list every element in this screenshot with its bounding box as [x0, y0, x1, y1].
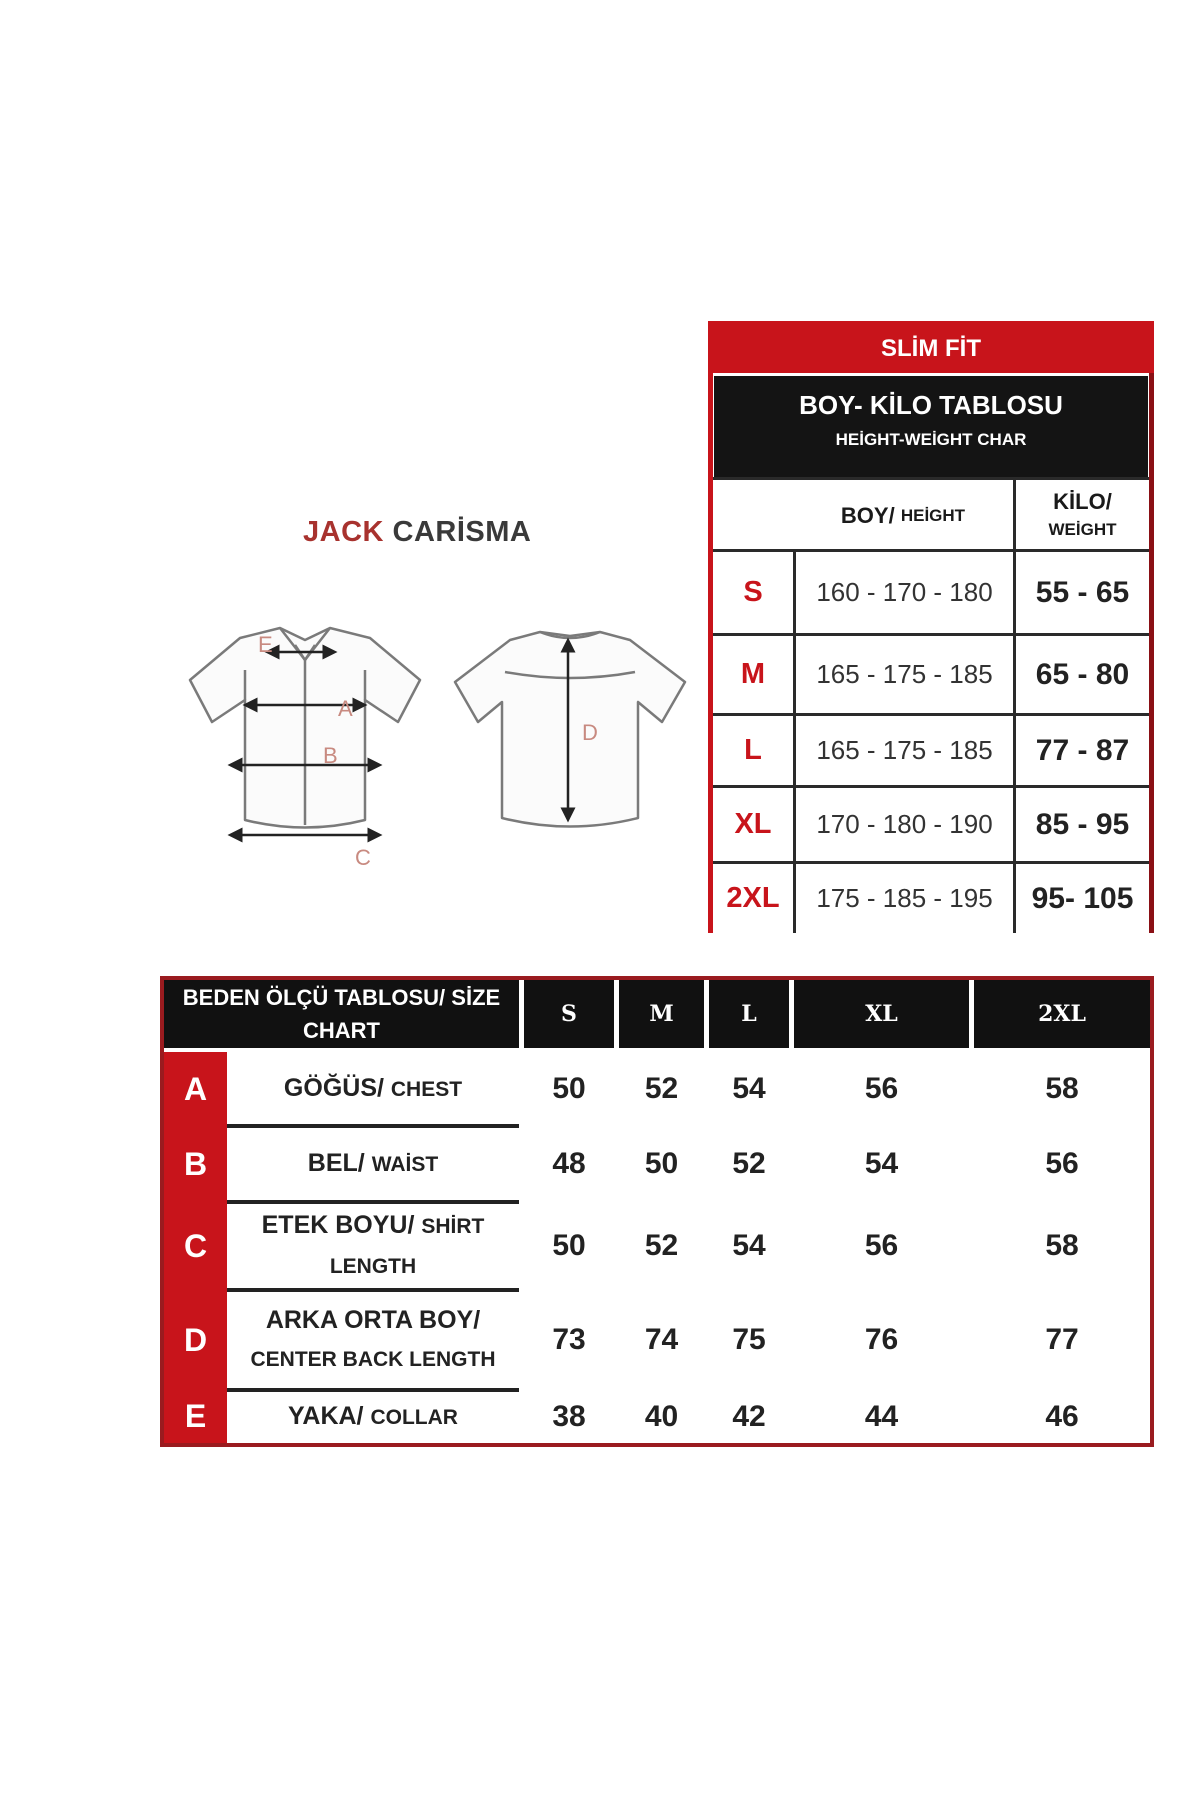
- col-weight-header: KİLO/ WEİGHT: [1048, 489, 1117, 539]
- size-value: 54: [732, 1229, 766, 1262]
- size-chart-title: BEDEN ÖLÇÜ TABLOSU/ SİZE CHART: [182, 985, 501, 1043]
- size-value: 42: [732, 1399, 766, 1433]
- size-value: 54: [732, 1072, 766, 1105]
- height-weight-header: [714, 376, 1148, 477]
- brand-part-1: JACK: [303, 516, 384, 548]
- table-row: [227, 1126, 1150, 1202]
- size-label: XL: [734, 808, 772, 840]
- size-value: 74: [644, 1323, 679, 1356]
- table-row: [227, 1052, 1150, 1126]
- size-value: 52: [644, 1072, 679, 1105]
- table-row: [227, 1202, 1150, 1290]
- size-label: M: [740, 658, 766, 690]
- size-value: 50: [552, 1229, 586, 1262]
- size-value: 75: [732, 1323, 766, 1356]
- size-label: L: [744, 734, 762, 766]
- measure-letter: C: [183, 1227, 208, 1264]
- measure-letter: D: [183, 1321, 208, 1358]
- size-value: 46: [1045, 1399, 1079, 1433]
- measure-label: ETEK BOYU/ SHİRT LENGTH: [261, 1211, 485, 1278]
- height-weight-table: [708, 321, 1154, 933]
- height-value: 160 - 170 - 180: [816, 577, 993, 607]
- size-value: 58: [1045, 1229, 1079, 1262]
- size-value: 44: [864, 1399, 899, 1433]
- height-value: 165 - 175 - 185: [816, 659, 993, 689]
- table-row: [713, 713, 1149, 785]
- size-label: 2XL: [726, 882, 780, 914]
- size-value: 56: [864, 1072, 899, 1105]
- label-d: D: [582, 720, 598, 745]
- height-value: 175 - 185 - 195: [816, 883, 993, 913]
- weight-value: 95- 105: [1031, 881, 1134, 915]
- label-b: B: [323, 743, 338, 768]
- measure-letter: A: [183, 1070, 208, 1107]
- size-value: 38: [552, 1399, 586, 1433]
- table-row: [713, 861, 1149, 933]
- size-value: 52: [644, 1229, 679, 1262]
- size-header-xl: XL: [865, 1001, 898, 1027]
- brand-part-2: CARİSMA: [392, 516, 532, 548]
- size-value: 40: [644, 1399, 679, 1433]
- weight-value: 65 - 80: [1035, 657, 1130, 691]
- size-value: 76: [864, 1323, 899, 1356]
- height-weight-subtitle: BOY- KİLO TABLOSU: [799, 390, 1063, 420]
- measure-label: GÖĞÜS/ CHEST: [283, 1074, 463, 1102]
- label-e: E: [258, 632, 273, 657]
- measure-label: BEL/ WAİST: [307, 1149, 439, 1177]
- table-row: [227, 1290, 1150, 1390]
- table-row: [713, 633, 1149, 713]
- height-value: 165 - 175 - 185: [816, 735, 993, 765]
- measure-letter: B: [183, 1145, 208, 1182]
- size-chart-header: [164, 980, 1150, 1048]
- height-value: 170 - 180 - 190: [816, 809, 993, 839]
- measure-letter-column: [164, 1052, 227, 1443]
- shirt-back-icon: [455, 632, 685, 827]
- label-c: C: [355, 845, 371, 870]
- brand-logo: [303, 516, 531, 549]
- size-value: 48: [552, 1147, 586, 1180]
- size-header-s: S: [561, 1001, 577, 1027]
- table-row: [713, 549, 1149, 633]
- measure-letter: E: [184, 1398, 207, 1434]
- height-weight-grid: [713, 477, 1149, 933]
- size-value: 50: [644, 1147, 679, 1180]
- slim-fit-title: SLİM FİT: [708, 321, 1154, 373]
- col-height-header: BOY/ HEİGHT: [840, 503, 966, 528]
- size-chart-table: [160, 976, 1154, 1447]
- size-value: 73: [552, 1323, 586, 1356]
- size-header-l: L: [741, 1001, 757, 1027]
- height-weight-column-headers: [713, 477, 1149, 549]
- size-value: 58: [1045, 1072, 1079, 1105]
- measure-label: ARKA ORTA BOY/ CENTER BACK LENGTH: [250, 1306, 496, 1371]
- size-value: 54: [864, 1147, 899, 1180]
- size-value: 56: [864, 1229, 899, 1262]
- size-value: 52: [732, 1147, 766, 1180]
- table-row: [713, 785, 1149, 861]
- weight-value: 85 - 95: [1035, 807, 1130, 841]
- measure-label: YAKA/ COLLAR: [288, 1401, 458, 1430]
- size-value: 77: [1045, 1323, 1079, 1356]
- table-row: [227, 1390, 1150, 1443]
- size-value: 50: [552, 1072, 586, 1105]
- label-a: A: [338, 696, 353, 721]
- shirt-front-icon: [190, 628, 420, 828]
- size-header-m: M: [649, 1001, 674, 1027]
- weight-value: 55 - 65: [1035, 575, 1130, 609]
- weight-value: 77 - 87: [1035, 733, 1130, 767]
- size-label: S: [743, 576, 763, 608]
- shirt-measurement-diagram: [90, 610, 710, 880]
- height-weight-subtitle-en: HEİGHT-WEİGHT CHAR: [835, 430, 1027, 449]
- size-value: 56: [1045, 1147, 1079, 1180]
- size-header-2xl: 2XL: [1038, 1001, 1086, 1027]
